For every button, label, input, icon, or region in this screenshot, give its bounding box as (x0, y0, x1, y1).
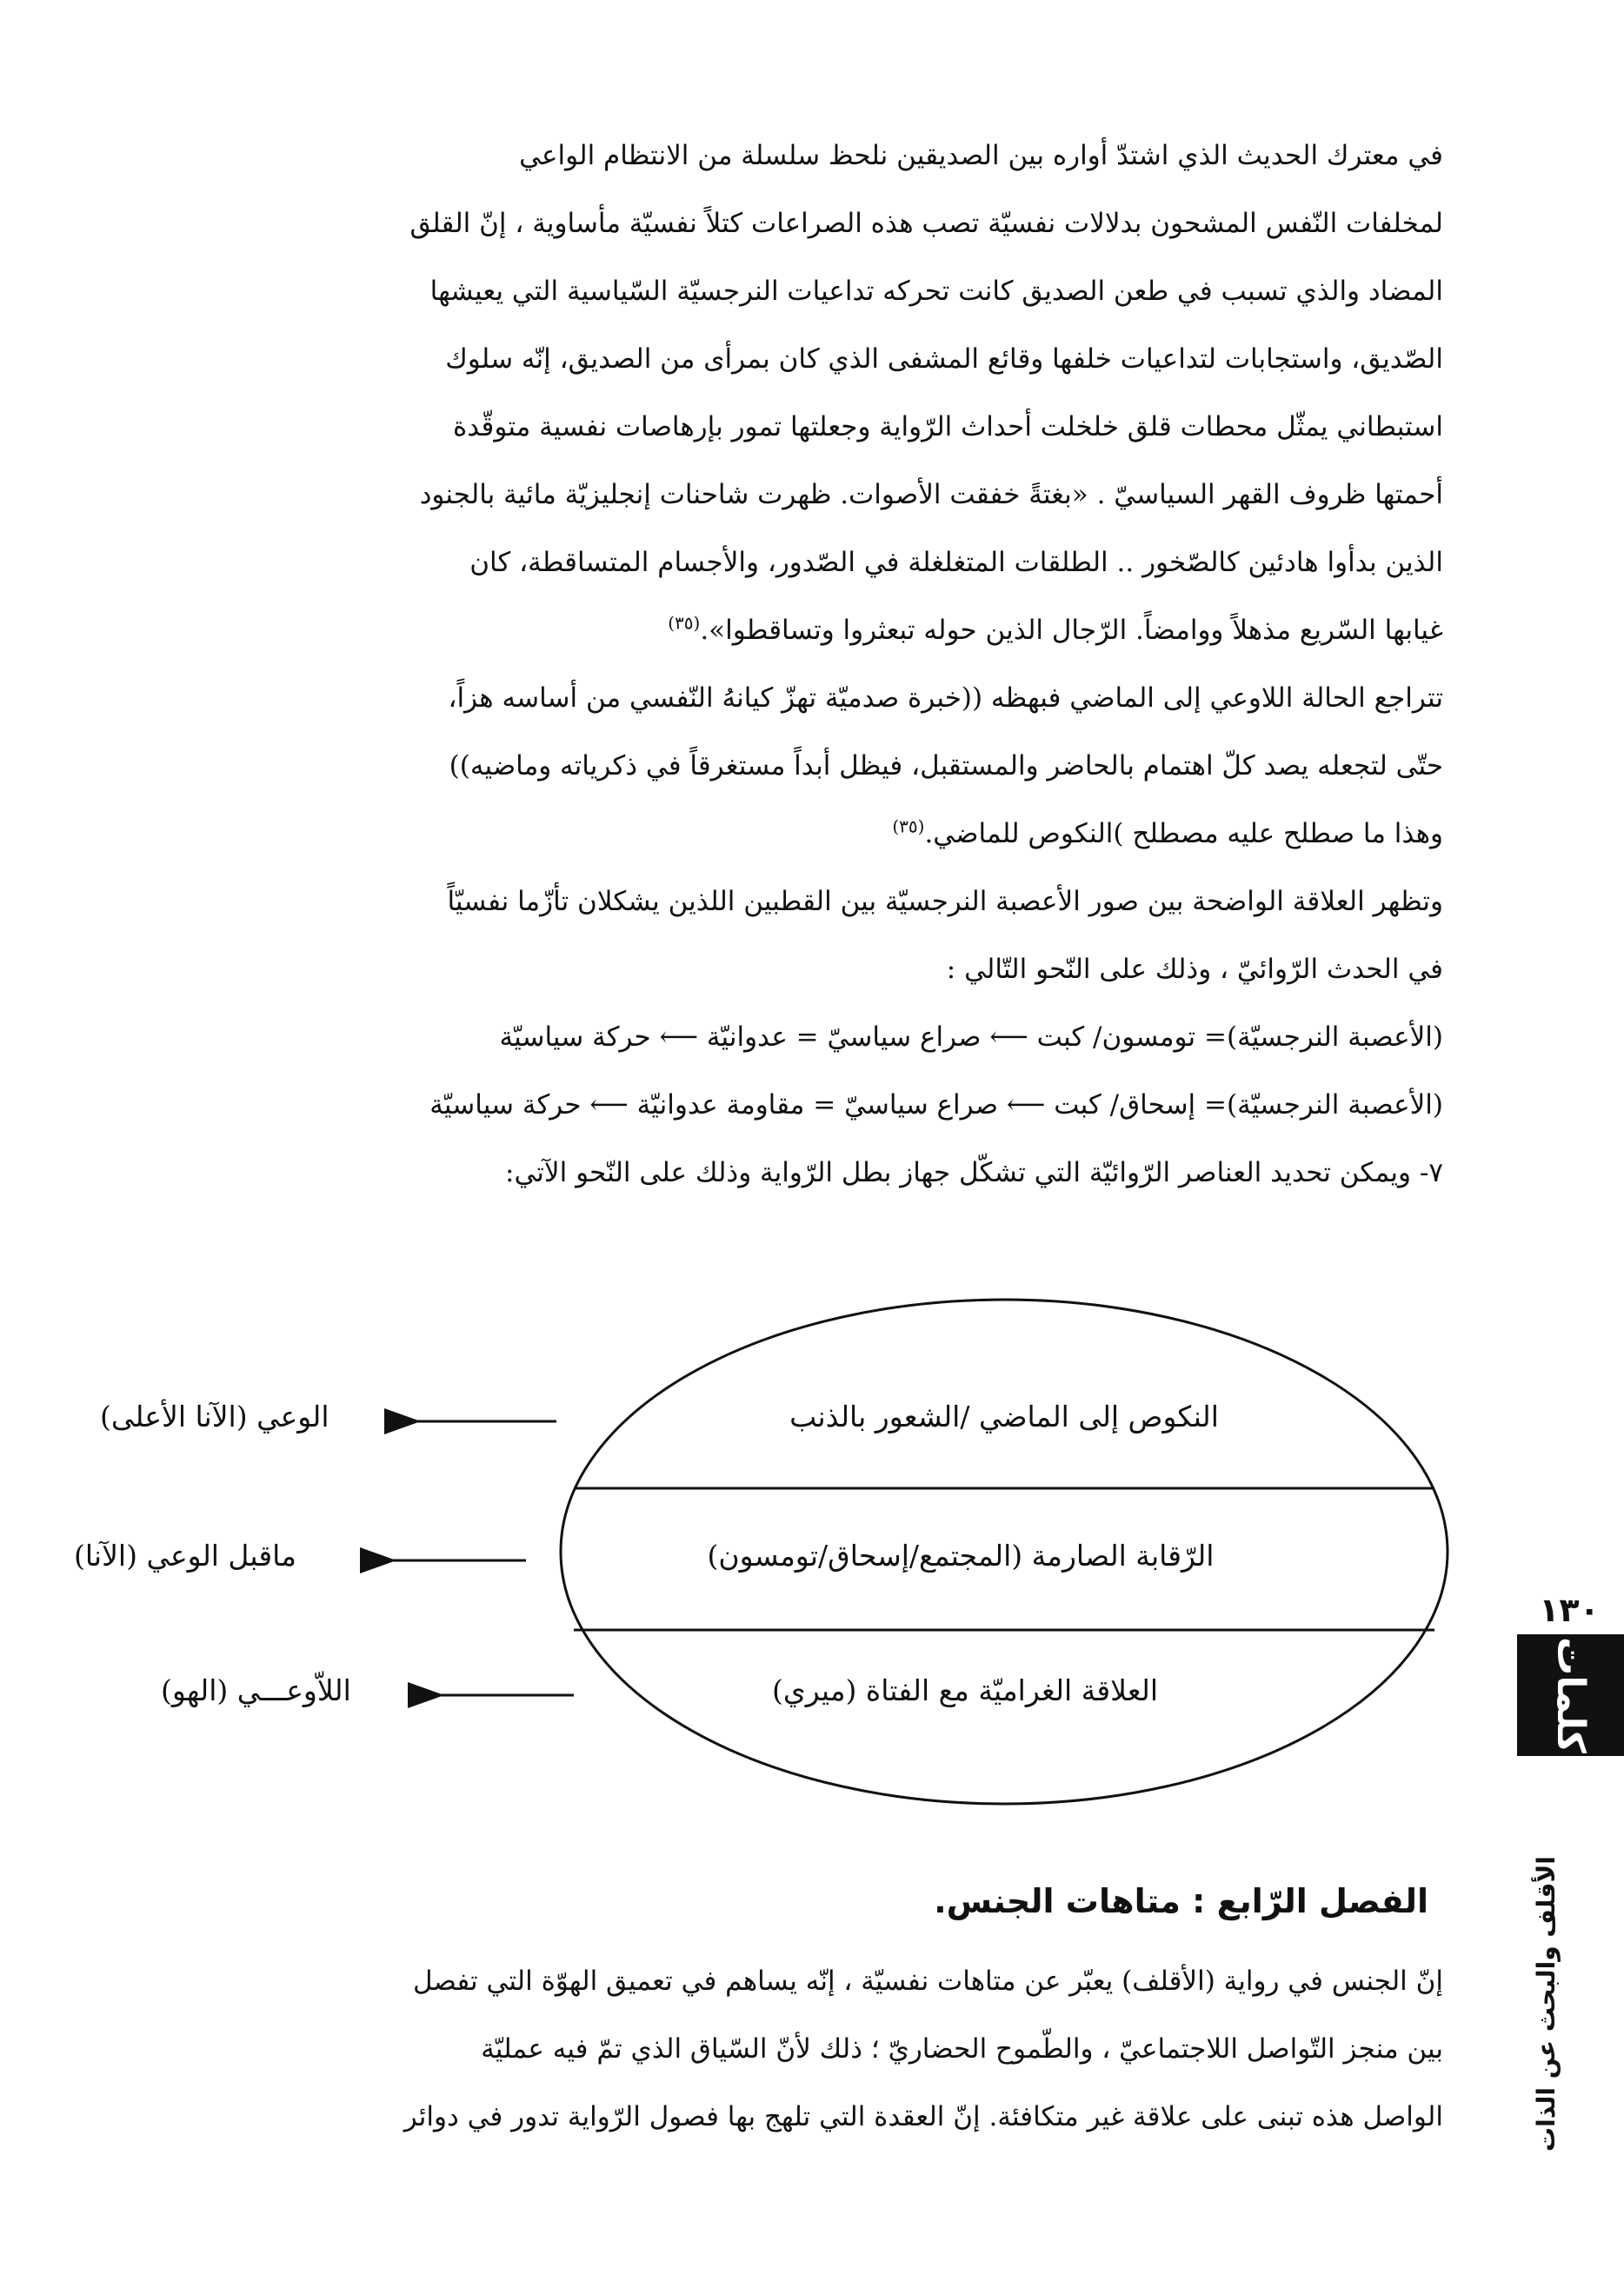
section-heading: الفصل الرّابع : متاهات الجنس. (934, 1882, 1428, 1920)
formula-line: (الأعصبة النرجسيّة)= إسحاق/ كبت ⟵ صراع سياسيّ = مقاومة عدوانيّة ⟵ حركة سياسيّة (429, 1089, 1443, 1121)
body-line-with-footnote (83, 596, 1443, 664)
page-number: ١٣٠ (1539, 1591, 1600, 1629)
formula-line: (الأعصبة النرجسيّة)= تومسون/ كبت ⟵ صراع سياسيّ = عدوانيّة ⟵ حركة سياسيّة (499, 1021, 1443, 1053)
ellipse-row-bottom: العلاقة الغراميّة مع الفتاة (ميري) (772, 1673, 1158, 1707)
brand-logo-text: كلمات (1548, 1637, 1593, 1753)
body-line: الصّديق، واستجابات لتداعيات خلفها وقائع المشفى الذي كان بمرأى من الصديق، إنّه سلوك (445, 343, 1443, 375)
body-line: بين منجز التّواصل اللاجتماعيّ ، والطّموح الحضاريّ ؛ ذلك لأنّ السّياق الذي تمّ فيه عمليّة (481, 2033, 1443, 2065)
body-line: وهذا ما صطلح عليه مصطلح )النكوص للماضي. (924, 818, 1443, 849)
label-preconscious: ماقبل الوعي (الآنا) (74, 1539, 296, 1573)
label-unconscious: اللاّوعـــي (الهو) (161, 1673, 351, 1707)
body-line-with-footnote (83, 800, 1443, 868)
body-line: الواصل هذه تبنى على علاقة غير متكافئة. إنّ العقدة التي تلهج بها فصول الرّواية تدور في دوائر (403, 2101, 1443, 2132)
body-line: وتظهر العلاقة الواضحة بين صور الأعصبة النرجسيّة بين القطبين اللذين يشكلان تأزّما نفسيّاً (447, 886, 1443, 917)
section-body (83, 1947, 1443, 2151)
body-line: في الحدث الرّوائيّ ، وذلك على النّحو التّالي : (946, 954, 1443, 985)
label-conscious: الوعي (الآنا الأعلى) (100, 1400, 329, 1434)
body-line: الذين بدأوا هادئين كالصّخور .. الطلقات المتغلغلة في الصّدور، والأجسام المتساقطة، كان (469, 547, 1443, 578)
body-line: في معترك الحديث الذي اشتدّ أواره بين الصديقين نلحظ سلسلة من الانتظام الواعي (519, 140, 1443, 171)
body-line: غيابها السّريع مذهلاً ووامضاً. الرّجال الذين حوله تبعثروا وتساقطوا». (700, 615, 1443, 646)
psyche-diagram (0, 1287, 1624, 1826)
body-line: إنّ الجنس في رواية (الأقلف) يعبّر عن متاهات نفسيّة ، إنّه يساهم في تعميق الهوّة التي تفصل (412, 1966, 1443, 1997)
footnote-marker: (٣٥) (892, 815, 925, 837)
body-text (83, 122, 1443, 1207)
body-line: المضاد والذي تسبب في طعن الصديق كانت تحركه تداعيات النرجسيّة السّياسية التي يعيشها (429, 276, 1443, 307)
body-line: استبطاني يمثّل محطات قلق خلخلت أحداث الرّواية وجعلتها تمور بإرهاصات نفسية متوقّدة (452, 411, 1443, 442)
body-line: حتّى لتجعله يصد كلّ اهتمام بالحاضر والمستقبل، فيظل أبداً مستغرقاً في ذكرياته وماضيه)) (449, 750, 1443, 782)
ellipse-row-top: النكوص إلى الماضي /الشعور بالذنب (789, 1400, 1219, 1434)
running-book-title: الأقلف والبحث عن الذات (1532, 1856, 1561, 2152)
body-line: ٧- ويمكن تحديد العناصر الرّوائيّة التي تشكّل جهاز بطل الرّواية وذلك على النّحو الآتي: (505, 1157, 1443, 1188)
ellipse-row-middle: الرّقابة الصارمة (المجتمع/إسحاق/تومسون) (707, 1539, 1215, 1573)
body-line: تتراجع الحالة اللاوعي إلى الماضي فبهظه ((خبرة صدميّة تهزّ كيانهُ النّفسي من أساسه هزاً، (448, 682, 1443, 714)
footnote-marker: (٣٥) (668, 612, 701, 634)
body-line: أحمتها ظروف القهر السياسيّ . «بغتةً خفقت الأصوات. ظهرت شاحنات إنجليزيّة مائية بالجنود (419, 479, 1443, 510)
body-line: لمخلفات النّفس المشحون بدلالات نفسيّة تصب هذه الصراعات كتلاً نفسيّة مأساوية ، إنّ القلق (409, 208, 1443, 239)
